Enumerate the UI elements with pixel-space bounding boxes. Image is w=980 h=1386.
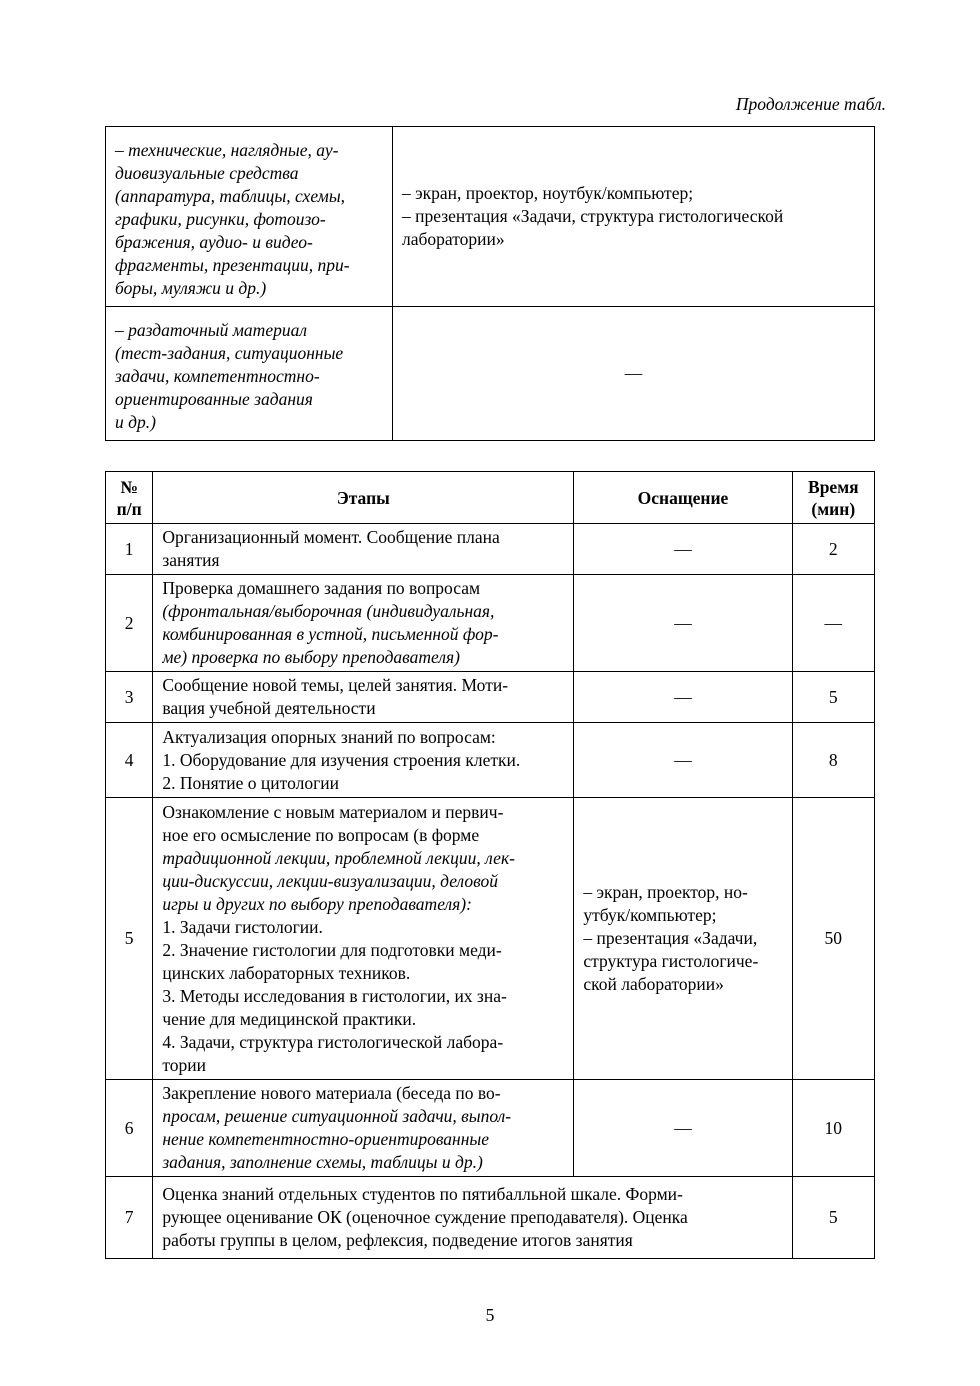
text-line: графики, рисунки, фотоизо- <box>115 209 326 229</box>
table-header-row <box>106 472 875 524</box>
continuation-label: Продолжение табл. <box>735 94 886 114</box>
resource-label <box>106 127 393 307</box>
text-line: лаборатории» <box>402 229 505 249</box>
text-line: комбинированная в устной, письменной фор- <box>162 624 499 644</box>
row-equipment: — <box>574 575 792 672</box>
header-stage: Этапы <box>153 472 574 524</box>
resources-table <box>105 126 875 441</box>
text-line: Организационный момент. Сообщение плана <box>162 527 500 547</box>
text-line: 2. Значение гистологии для подготовки меди- <box>162 939 502 960</box>
text-line: Сообщение новой темы, целей занятия. Моти- <box>162 675 509 695</box>
text-line: 2. Понятие о цитологии <box>162 772 339 793</box>
text-line: п/п <box>116 498 142 519</box>
text-line: – презентация «Задачи, структура гистологической <box>402 206 784 226</box>
text-line: задания, заполнение схемы, таблицы и др.) <box>162 1152 483 1172</box>
text-line: (тест-задания, ситуационные <box>115 343 344 363</box>
row-number: 6 <box>106 1080 153 1177</box>
text-line: ции-дискуссии, лекции-визуализации, деловой <box>162 870 499 891</box>
row-number: 5 <box>106 798 153 1080</box>
table-row <box>106 307 875 441</box>
table-row <box>106 524 875 575</box>
table-row <box>106 575 875 672</box>
text-line: – презентация «Задачи, <box>583 928 758 948</box>
text-line: Закрепление нового материала (беседа по во- <box>162 1083 501 1103</box>
text-line: 1. Задачи гистологии. <box>162 916 323 937</box>
row-time: 8 <box>792 723 874 798</box>
text-line: вация учебной деятельности <box>162 698 376 718</box>
row-stage <box>153 1080 574 1177</box>
text-line: – экран, проектор, но- <box>583 882 748 902</box>
row-equipment: — <box>574 524 792 575</box>
text-line: (аппаратура, таблицы, схемы, <box>115 186 346 206</box>
row-time: 2 <box>792 524 874 575</box>
text-line: Время <box>808 476 859 497</box>
text-line: Проверка домашнего задания по вопросам <box>162 578 481 598</box>
text-line: бражения, аудио- и видео- <box>115 232 313 252</box>
text-line: занятия <box>162 550 220 570</box>
text-line: 4. Задачи, структура гистологической лабора- <box>162 1031 504 1052</box>
text-line: тории <box>162 1054 206 1075</box>
text-line: Актуализация опорных знаний по вопросам: <box>162 726 496 747</box>
text-line: ской лаборатории» <box>583 974 724 994</box>
row-time: — <box>792 575 874 672</box>
table-row <box>106 1177 875 1259</box>
text-line: утбук/компьютер; <box>583 905 717 925</box>
text-line: (фронтальная/выборочная (индивидуальная, <box>162 601 495 621</box>
text-line: и др.) <box>115 412 156 432</box>
text-line: рующее оценивание ОК (оценочное суждение преподавателя). Оценка <box>162 1207 688 1227</box>
resource-value: — <box>393 307 875 441</box>
row-stage <box>153 1177 792 1259</box>
text-line: нение компетентностно-ориентированные <box>162 1129 490 1149</box>
text-line: Оценка знаний отдельных студентов по пятибалльной шкале. Форми- <box>162 1184 683 1204</box>
text-line: 3. Методы исследования в гистологии, их зна- <box>162 985 507 1006</box>
text-line: – раздаточный материал <box>115 320 307 340</box>
text-line: цинских лабораторных техников. <box>162 962 411 983</box>
resource-label <box>106 307 393 441</box>
row-number: 4 <box>106 723 153 798</box>
header-number <box>106 472 153 524</box>
text-line: просам, решение ситуационной задачи, выпол- <box>162 1106 512 1126</box>
text-line: – технические, наглядные, ау- <box>115 140 339 160</box>
row-equipment <box>574 798 792 1080</box>
text-line: работы группы в целом, рефлексия, подведение итогов занятия <box>162 1230 633 1250</box>
table-row <box>106 127 875 307</box>
text-line: диовизуальные средства <box>115 163 299 183</box>
row-number: 7 <box>106 1177 153 1259</box>
header-equipment: Оснащение <box>574 472 792 524</box>
text-line: боры, муляжи и др.) <box>115 278 267 298</box>
row-stage <box>153 723 574 798</box>
row-number: 2 <box>106 575 153 672</box>
row-stage <box>153 575 574 672</box>
text-line: Ознакомление с новым материалом и первич- <box>162 801 504 822</box>
row-stage <box>153 524 574 575</box>
text-line: – экран, проектор, ноутбук/компьютер; <box>402 183 694 203</box>
row-time: 5 <box>792 1177 874 1259</box>
table-row <box>106 723 875 798</box>
row-number: 3 <box>106 672 153 723</box>
text-line: (мин) <box>811 498 856 519</box>
text-line: ное его осмысление по вопросам (в форме <box>162 824 480 845</box>
row-equipment: — <box>574 672 792 723</box>
row-equipment: — <box>574 1080 792 1177</box>
text-line: задачи, компетентностно- <box>115 366 320 386</box>
text-line: традиционной лекции, проблемной лекции, лек- <box>162 847 515 868</box>
table-row <box>106 798 875 1080</box>
text-line: фрагменты, презентации, при- <box>115 255 350 275</box>
resource-value <box>393 127 875 307</box>
row-number: 1 <box>106 524 153 575</box>
row-time: 5 <box>792 672 874 723</box>
page-number: 5 <box>485 1305 495 1325</box>
row-time: 10 <box>792 1080 874 1177</box>
row-stage <box>153 672 574 723</box>
text-line: № <box>120 476 138 497</box>
lesson-stages-table <box>105 471 875 1259</box>
text-line: чение для медицинской практики. <box>162 1008 417 1029</box>
row-equipment: — <box>574 723 792 798</box>
row-time: 50 <box>792 798 874 1080</box>
text-line: ориентированные задания <box>115 389 313 409</box>
table-row <box>106 672 875 723</box>
text-line: структура гистологиче- <box>583 951 759 971</box>
header-time <box>792 472 874 524</box>
row-stage <box>153 798 574 1080</box>
table-row <box>106 1080 875 1177</box>
text-line: 1. Оборудование для изучения строения клетки. <box>162 749 521 770</box>
text-line: ме) проверка по выбору преподавателя) <box>162 647 460 667</box>
text-line: игры и других по выбору преподавателя): <box>162 893 472 914</box>
